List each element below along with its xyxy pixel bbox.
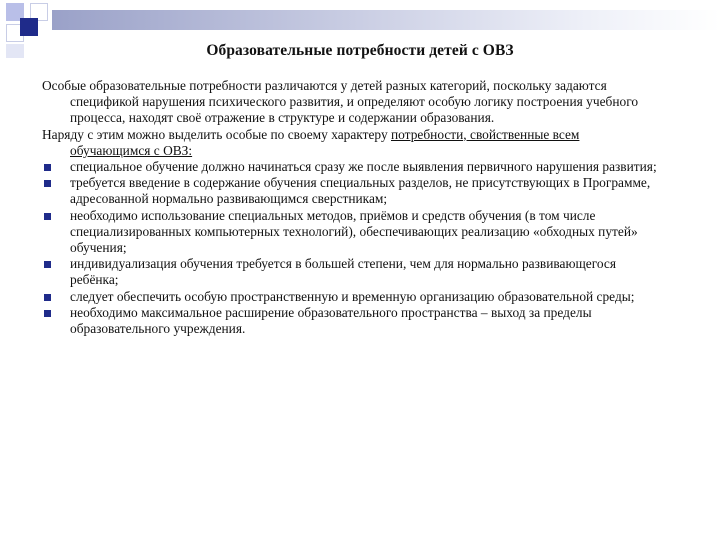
square-bullet-icon xyxy=(44,213,51,220)
square-bullet-icon xyxy=(44,180,51,187)
list-item-text: индивидуализация обучения требуется в большей степени, чем для нормально развивающегося ребёнка; xyxy=(70,256,616,288)
lead-text: Наряду с этим можно выделить особые по своему характеру xyxy=(42,126,391,142)
list-item-text: необходимо максимальное расширение образовательного пространства – выход за пределы образовательного учреждения. xyxy=(70,304,592,337)
square-bullet-icon xyxy=(44,164,51,171)
square-bullet-icon xyxy=(44,310,51,317)
list-item-text: следует обеспечить особую пространственную и временную организацию образовательной среды; xyxy=(70,288,635,304)
header-gradient-bar xyxy=(52,10,720,30)
square-bullet-icon xyxy=(44,294,51,301)
lead-underlined-text: потребности, свойственные всем обучающимся с ОВЗ: xyxy=(70,126,580,158)
decor-square-dark xyxy=(20,18,38,36)
list-item xyxy=(42,289,662,305)
list-item-text: необходимо использование специальных методов, приёмов и средств обучения (в том числе специализированных компьютерных технологий), обеспечивающих реализацию «обходных путей» обучения; xyxy=(70,207,638,256)
lead-paragraph xyxy=(42,127,662,159)
square-bullet-icon xyxy=(44,261,51,268)
list-item xyxy=(42,159,662,175)
slide-body xyxy=(42,78,662,337)
list-item-text: специальное обучение должно начинаться сразу же после выявления первичного нарушения развития; xyxy=(70,159,657,175)
list-item xyxy=(42,256,662,288)
intro-paragraph: Особые образовательные потребности различаются у детей разных категорий, поскольку задаются спецификой нарушения психического развития, и определяют особую логику построения учебного процесса, находят своё отражение в структуре и содержании образования. xyxy=(42,78,639,126)
list-item xyxy=(42,208,662,257)
list-item-text: требуется введение в содержание обучения специальных разделов, не присутствующих в Программе, адресованной нормально развивающимся сверстникам; xyxy=(70,175,651,207)
list-item xyxy=(42,305,662,337)
needs-list xyxy=(42,159,662,337)
list-item xyxy=(42,175,662,207)
slide-title: Образовательные потребности детей с ОВЗ xyxy=(206,42,514,59)
